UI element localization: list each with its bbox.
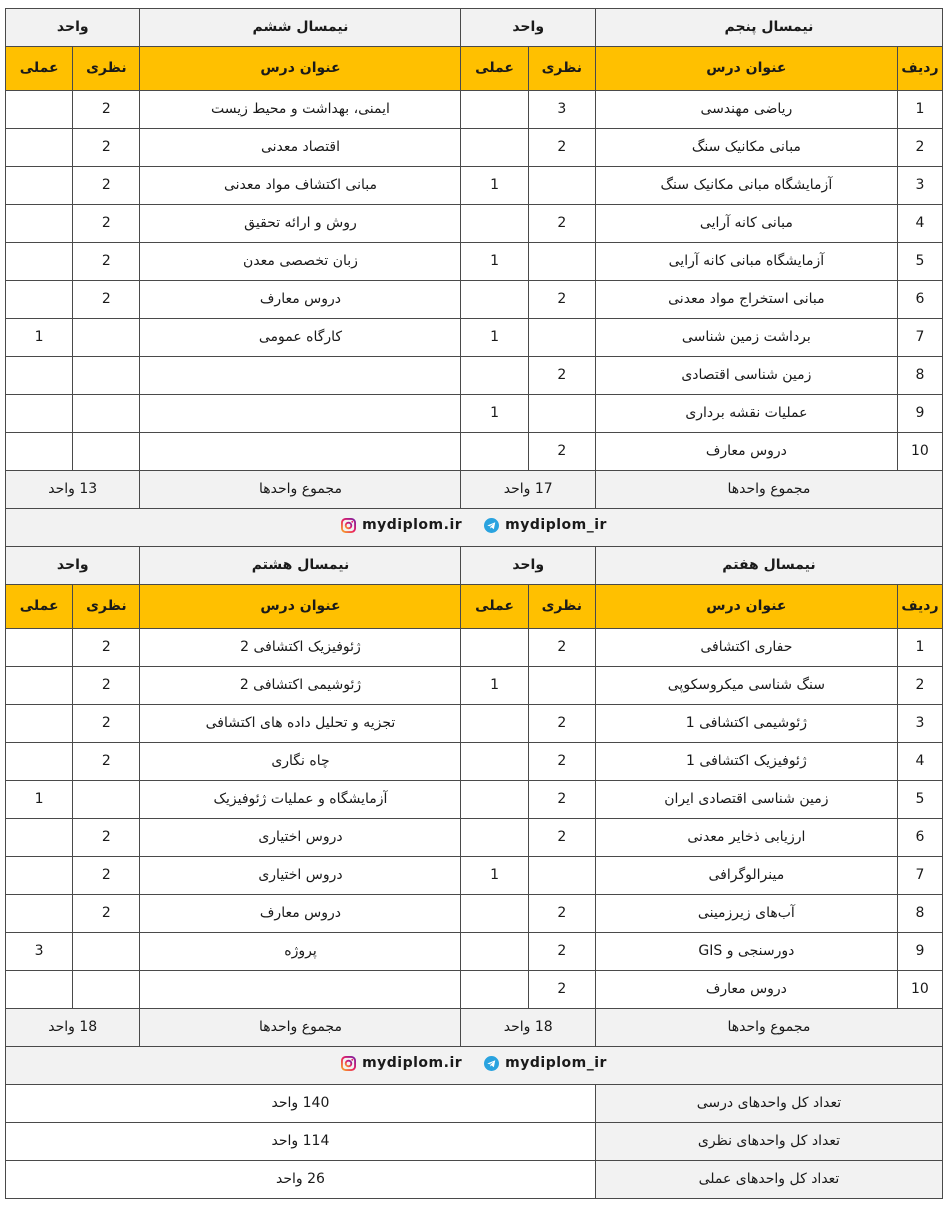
theory-units: 2 (73, 857, 140, 895)
summary-row (6, 1085, 943, 1123)
block1-semester-row (6, 9, 943, 47)
theory-units: 2 (73, 243, 140, 281)
theory-units (528, 667, 595, 705)
instagram-icon (341, 518, 356, 533)
theory-units: 2 (528, 895, 595, 933)
course-title: آزمایشگاه مبانی مکانیک سنگ (595, 167, 897, 205)
block2-column-header-row (6, 585, 943, 629)
row-number: 3 (897, 705, 942, 743)
practical-units: 1 (461, 243, 528, 281)
col-header-row-number: ردیف (897, 47, 942, 91)
row-number: 9 (897, 395, 942, 433)
practical-units (461, 971, 528, 1009)
practical-units (6, 167, 73, 205)
instagram-handle[interactable] (341, 517, 462, 534)
row-number: 7 (897, 319, 942, 357)
practical-units (6, 667, 73, 705)
theory-units: 2 (73, 629, 140, 667)
course-title: دروس معارف (595, 971, 897, 1009)
course-title: مبانی مکانیک سنگ (595, 129, 897, 167)
practical-units (6, 895, 73, 933)
practical-units (461, 705, 528, 743)
course-title: مبانی کانه آرایی (595, 205, 897, 243)
practical-units (6, 281, 73, 319)
table-row (6, 933, 943, 971)
practical-units (461, 357, 528, 395)
theory-units (528, 857, 595, 895)
telegram-icon (484, 518, 499, 533)
block2-left-semester-title: نیمسال هشتم (140, 547, 461, 585)
table-row (6, 629, 943, 667)
table-row (6, 895, 943, 933)
practical-units (461, 743, 528, 781)
practical-units: 1 (461, 667, 528, 705)
course-title: ایمنی، بهداشت و محیط زیست (140, 91, 461, 129)
course-title: پروژه (140, 933, 461, 971)
practical-units (6, 129, 73, 167)
practical-units: 1 (6, 781, 73, 819)
course-title: آزمایشگاه مبانی کانه آرایی (595, 243, 897, 281)
practical-units: 1 (461, 167, 528, 205)
table-row (6, 167, 943, 205)
course-title: حفاری اکتشافی (595, 629, 897, 667)
summary-label: تعداد کل واحدهای درسی (595, 1085, 942, 1123)
theory-units: 2 (73, 743, 140, 781)
table-row (6, 667, 943, 705)
theory-units: 2 (528, 819, 595, 857)
col-header-course-title: عنوان درس (595, 47, 897, 91)
course-title: مبانی اکتشاف مواد معدنی (140, 167, 461, 205)
instagram-handle-text: mydiplom.ir (362, 517, 463, 534)
course-title: آزمایشگاه و عملیات ژئوفیزیک (140, 781, 461, 819)
practical-units (461, 933, 528, 971)
col-header-practical: عملی (461, 585, 528, 629)
table-row (6, 357, 943, 395)
theory-units: 2 (73, 705, 140, 743)
practical-units: 1 (461, 857, 528, 895)
col-header-course-title: عنوان درس (595, 585, 897, 629)
course-title: دروس اختیاری (140, 857, 461, 895)
block1-left-unit-header: واحد (6, 9, 140, 47)
col-header-course-title: عنوان درس (140, 585, 461, 629)
theory-units: 2 (73, 819, 140, 857)
course-title: تجزیه و تحلیل داده های اکتشافی (140, 705, 461, 743)
table-row (6, 129, 943, 167)
telegram-handle-text: mydiplom_ir (505, 1055, 607, 1072)
table-row (6, 205, 943, 243)
block1-right-semester-title: نیمسال پنجم (595, 9, 942, 47)
course-title: زمین شناسی اقتصادی (595, 357, 897, 395)
row-number: 9 (897, 933, 942, 971)
theory-units (73, 933, 140, 971)
col-header-theory: نظری (73, 47, 140, 91)
course-title: مینرالوگرافی (595, 857, 897, 895)
col-header-practical: عملی (6, 585, 73, 629)
course-title: اقتصاد معدنی (140, 129, 461, 167)
course-title (140, 433, 461, 471)
theory-units (73, 971, 140, 1009)
practical-units (6, 705, 73, 743)
summary-row (6, 1123, 943, 1161)
left-total-units: 13 واحد (6, 471, 140, 509)
practical-units (461, 205, 528, 243)
theory-units: 2 (528, 743, 595, 781)
col-header-theory: نظری (528, 47, 595, 91)
instagram-handle[interactable] (341, 1055, 462, 1072)
theory-units: 2 (73, 205, 140, 243)
summary-label: تعداد کل واحدهای نظری (595, 1123, 942, 1161)
course-title: زمین شناسی اقتصادی ایران (595, 781, 897, 819)
course-title (140, 357, 461, 395)
summary-value: 26 واحد (6, 1161, 596, 1199)
practical-units (461, 819, 528, 857)
theory-units: 2 (528, 705, 595, 743)
course-title: کارگاه عمومی (140, 319, 461, 357)
block2-right-unit-header: واحد (461, 547, 595, 585)
summary-row (6, 1161, 943, 1199)
instagram-icon (341, 1056, 356, 1071)
course-title: ارزیابی ذخایر معدنی (595, 819, 897, 857)
theory-units (528, 319, 595, 357)
theory-units: 2 (528, 281, 595, 319)
summary-value: 114 واحد (6, 1123, 596, 1161)
course-title: ژئوفیزیک اکتشافی 1 (595, 743, 897, 781)
instagram-handle-text: mydiplom.ir (362, 1055, 463, 1072)
total-label: مجموع واحدها (140, 1009, 461, 1047)
row-number: 4 (897, 205, 942, 243)
block2-right-semester-title: نیمسال هفتم (595, 547, 942, 585)
row-number: 10 (897, 433, 942, 471)
block2-left-unit-header: واحد (6, 547, 140, 585)
row-number: 8 (897, 357, 942, 395)
table-row (6, 281, 943, 319)
table-row (6, 91, 943, 129)
course-title (140, 395, 461, 433)
col-header-theory: نظری (528, 585, 595, 629)
course-title: دروس معارف (595, 433, 897, 471)
practical-units (6, 857, 73, 895)
col-header-practical: عملی (6, 47, 73, 91)
table-row (6, 395, 943, 433)
practical-units: 1 (461, 395, 528, 433)
course-title: مبانی استخراج مواد معدنی (595, 281, 897, 319)
course-title: ژئوفیزیک اکتشافی 2 (140, 629, 461, 667)
row-number: 1 (897, 629, 942, 667)
social-banner (6, 1047, 943, 1085)
social-banner (6, 509, 943, 547)
block1-totals-row (6, 471, 943, 509)
course-title: روش و ارائه تحقیق (140, 205, 461, 243)
table-row (6, 319, 943, 357)
theory-units: 2 (73, 895, 140, 933)
theory-units: 3 (528, 91, 595, 129)
practical-units: 1 (461, 319, 528, 357)
theory-units: 2 (528, 629, 595, 667)
col-header-row-number: ردیف (897, 585, 942, 629)
practical-units (461, 91, 528, 129)
row-number: 5 (897, 781, 942, 819)
total-label: مجموع واحدها (140, 471, 461, 509)
block1-left-semester-title: نیمسال ششم (140, 9, 461, 47)
summary-label: تعداد کل واحدهای عملی (595, 1161, 942, 1199)
curriculum-table (5, 8, 943, 1199)
row-number: 7 (897, 857, 942, 895)
table-row (6, 971, 943, 1009)
course-title: ژئوشیمی اکتشافی 2 (140, 667, 461, 705)
practical-units (6, 357, 73, 395)
theory-units (73, 433, 140, 471)
practical-units: 1 (6, 319, 73, 357)
practical-units (6, 433, 73, 471)
theory-units: 2 (528, 433, 595, 471)
course-title (140, 971, 461, 1009)
table-row (6, 433, 943, 471)
theory-units: 2 (528, 357, 595, 395)
theory-units: 2 (73, 281, 140, 319)
course-title: عملیات نقشه برداری (595, 395, 897, 433)
row-number: 8 (897, 895, 942, 933)
block1-right-unit-header: واحد (461, 9, 595, 47)
practical-units (461, 129, 528, 167)
practical-units (461, 629, 528, 667)
table-row (6, 857, 943, 895)
block2-semester-row (6, 547, 943, 585)
table-row (6, 819, 943, 857)
practical-units (6, 395, 73, 433)
practical-units (461, 895, 528, 933)
practical-units (461, 781, 528, 819)
course-title: دروس اختیاری (140, 819, 461, 857)
practical-units (6, 819, 73, 857)
practical-units (6, 743, 73, 781)
row-number: 2 (897, 667, 942, 705)
theory-units: 2 (528, 781, 595, 819)
course-title: دورسنجی و GIS (595, 933, 897, 971)
telegram-handle[interactable] (484, 1055, 607, 1072)
course-title: ژئوشیمی اکتشافی 1 (595, 705, 897, 743)
practical-units (6, 205, 73, 243)
row-number: 10 (897, 971, 942, 1009)
course-title: سنگ شناسی میکروسکوپی (595, 667, 897, 705)
row-number: 6 (897, 281, 942, 319)
col-header-theory: نظری (73, 585, 140, 629)
left-total-units: 18 واحد (6, 1009, 140, 1047)
block1-column-header-row (6, 47, 943, 91)
block2-banner-row (6, 1047, 943, 1085)
summary-value: 140 واحد (6, 1085, 596, 1123)
col-header-course-title: عنوان درس (140, 47, 461, 91)
course-title: زبان تخصصی معدن (140, 243, 461, 281)
practical-units (6, 243, 73, 281)
right-total-units: 17 واحد (461, 471, 595, 509)
course-title: چاه نگاری (140, 743, 461, 781)
course-title: دروس معارف (140, 895, 461, 933)
theory-units (528, 243, 595, 281)
block2-totals-row (6, 1009, 943, 1047)
theory-units: 2 (73, 167, 140, 205)
practical-units (461, 281, 528, 319)
theory-units: 2 (73, 129, 140, 167)
total-label: مجموع واحدها (595, 471, 942, 509)
practical-units (6, 971, 73, 1009)
practical-units (461, 433, 528, 471)
theory-units (73, 395, 140, 433)
course-title: ریاضی مهندسی (595, 91, 897, 129)
table-row (6, 743, 943, 781)
table-row (6, 781, 943, 819)
practical-units (6, 91, 73, 129)
theory-units (528, 167, 595, 205)
row-number: 6 (897, 819, 942, 857)
telegram-handle[interactable] (484, 517, 607, 534)
course-title: آب‌های زیرزمینی (595, 895, 897, 933)
row-number: 5 (897, 243, 942, 281)
total-label: مجموع واحدها (595, 1009, 942, 1047)
theory-units (73, 781, 140, 819)
theory-units: 2 (528, 971, 595, 1009)
row-number: 1 (897, 91, 942, 129)
practical-units: 3 (6, 933, 73, 971)
row-number: 4 (897, 743, 942, 781)
block1-banner-row (6, 509, 943, 547)
row-number: 2 (897, 129, 942, 167)
theory-units: 2 (528, 205, 595, 243)
theory-units: 2 (528, 129, 595, 167)
theory-units (73, 357, 140, 395)
telegram-handle-text: mydiplom_ir (505, 517, 607, 534)
right-total-units: 18 واحد (461, 1009, 595, 1047)
col-header-practical: عملی (461, 47, 528, 91)
theory-units: 2 (528, 933, 595, 971)
theory-units: 2 (73, 91, 140, 129)
theory-units (73, 319, 140, 357)
table-row (6, 705, 943, 743)
row-number: 3 (897, 167, 942, 205)
theory-units (528, 395, 595, 433)
telegram-icon (484, 1056, 499, 1071)
practical-units (6, 629, 73, 667)
course-title: دروس معارف (140, 281, 461, 319)
theory-units: 2 (73, 667, 140, 705)
table-row (6, 243, 943, 281)
course-title: برداشت زمین شناسی (595, 319, 897, 357)
